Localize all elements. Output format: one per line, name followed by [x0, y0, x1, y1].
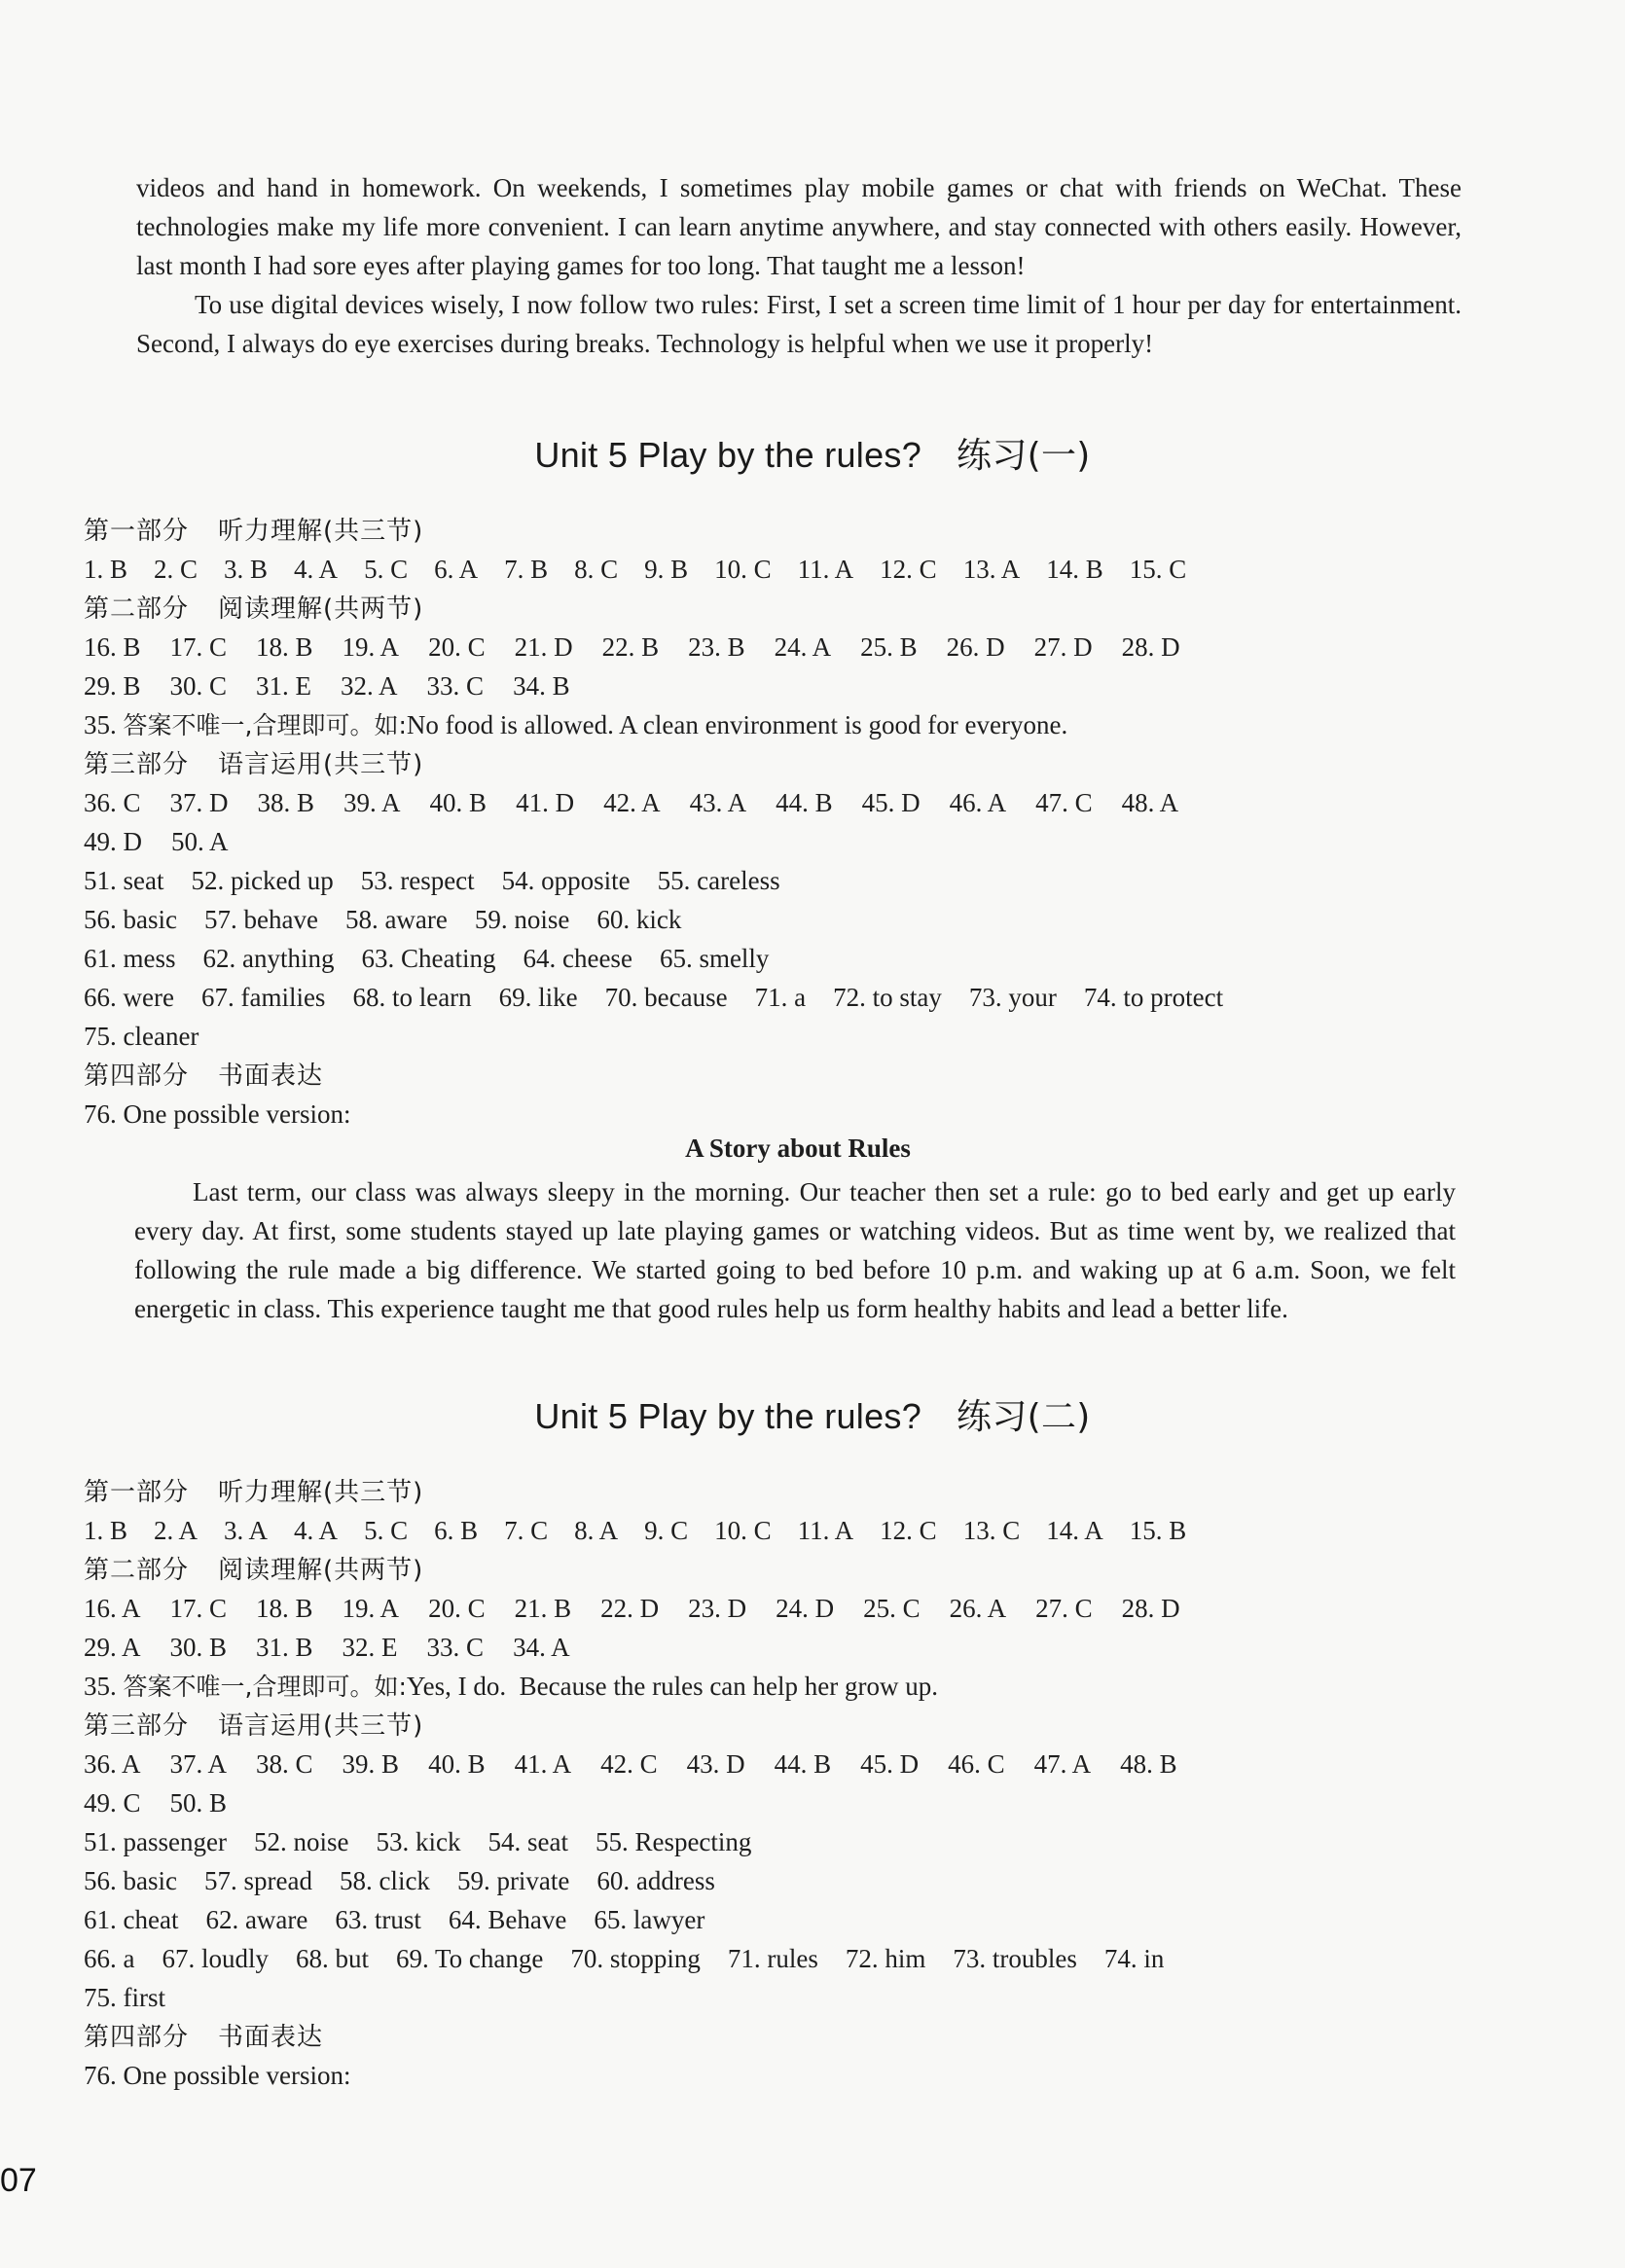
answer-item: 63. Cheating	[361, 944, 496, 973]
answer-item: 73. your	[968, 983, 1057, 1012]
answer-item: 65. smelly	[659, 944, 770, 973]
unit2-part3-label: 第三部分	[84, 1711, 190, 1741]
answer-item: 8. C	[574, 555, 619, 584]
unit1-q35	[84, 705, 1067, 745]
answer-item: 7. C	[504, 1516, 549, 1545]
answer-item: 61. mess	[84, 944, 176, 973]
answer-item: 14. B	[1046, 555, 1103, 584]
unit1-part4-name: 书面表达	[218, 1062, 324, 1091]
answer-item: 55. Respecting	[595, 1827, 752, 1856]
answer-item: 31. B	[256, 1633, 313, 1662]
answer-item: 41. D	[516, 788, 575, 817]
unit1-essay-title: A Story about Rules	[685, 1134, 911, 1163]
answer-item: 25. B	[860, 632, 918, 662]
answer-item: 75. cleaner	[84, 1022, 199, 1051]
unit2-title-cn: 练习(二)	[957, 1397, 1091, 1437]
answer-item: 63. trust	[335, 1905, 421, 1934]
answer-item: 2. A	[154, 1516, 199, 1545]
answer-item: 60. address	[596, 1866, 715, 1895]
unit1-title-cn: 练习(一)	[957, 436, 1091, 476]
answer-item: 40. B	[429, 788, 488, 817]
intro-paragraph-1: videos and hand in homework. On weekends, I sometimes play mobile games or chat with friends on WeChat. These technologies make my life more convenient. I can learn anytime anywhere, and stay connected with others easily. However, last month I had sore eyes after playing games for too long. That taught me a lesson!	[136, 173, 1462, 280]
answer-item: 66. were	[84, 983, 174, 1012]
answer-item: 40. B	[428, 1749, 486, 1779]
unit2-part1-label: 第一部分	[84, 1478, 190, 1507]
answer-item: 57. behave	[203, 905, 318, 934]
answer-item: 33. C	[426, 671, 485, 701]
answer-item: 24. A	[774, 632, 832, 662]
answer-item: 48. B	[1120, 1749, 1177, 1779]
answer-item: 20. C	[428, 632, 486, 662]
unit1-part2-heading	[84, 589, 423, 625]
answer-item: 19. A	[342, 632, 400, 662]
answer-item: 56. basic	[84, 1866, 177, 1895]
answer-item: 1. B	[84, 555, 128, 584]
answer-item: 29. A	[84, 1633, 141, 1662]
answer-item: 8. A	[574, 1516, 619, 1545]
answer-item: 39. B	[342, 1749, 400, 1779]
answer-item: 33. C	[426, 1633, 485, 1662]
unit2-title-en: Unit 5 Play by the rules?	[534, 1396, 922, 1436]
answer-item: 10. C	[714, 555, 772, 584]
answer-item: 66. a	[84, 1944, 135, 1973]
answer-item: 21. B	[514, 1594, 572, 1623]
answer-item: 57. spread	[203, 1866, 312, 1895]
answer-item: 32. E	[342, 1633, 398, 1662]
unit2-q35-note: 答案不唯一,合理即可。如:	[123, 1673, 407, 1701]
answer-item: 11. A	[797, 555, 854, 584]
answer-item: 60. kick	[596, 905, 682, 934]
unit2-q76: 76. One possible version:	[84, 2061, 351, 2090]
answer-item: 46. C	[948, 1749, 1005, 1779]
answer-item: 62. anything	[202, 944, 335, 973]
unit2-part2-heading	[84, 1550, 423, 1586]
answer-item: 12. C	[880, 1516, 937, 1545]
answer-item: 27. C	[1035, 1594, 1093, 1623]
answer-item: 59. noise	[474, 905, 570, 934]
answer-item: 67. families	[200, 983, 326, 1012]
answer-item: 29. B	[84, 671, 141, 701]
answer-item: 4. A	[294, 555, 339, 584]
unit1-part2-row1	[84, 628, 1210, 666]
unit1-part3-row3	[84, 861, 808, 900]
unit2-part2-name: 阅读理解(共两节)	[218, 1556, 424, 1585]
unit2-part3-row7	[84, 1978, 193, 2017]
answer-item: 70. because	[604, 983, 728, 1012]
answer-item: 71. a	[754, 983, 807, 1012]
answer-item: 36. C	[84, 788, 141, 817]
answer-item: 49. D	[84, 827, 142, 856]
unit1-q35-answer: No food is allowed. A clean environment is good for everyone.	[406, 710, 1068, 739]
answer-item: 50. A	[171, 827, 229, 856]
answer-item: 9. C	[644, 1516, 689, 1545]
unit1-title-en: Unit 5 Play by the rules?	[534, 435, 922, 475]
answer-item: 19. A	[342, 1594, 400, 1623]
answer-item: 72. to stay	[833, 983, 942, 1012]
answer-item: 30. B	[169, 1633, 228, 1662]
unit2-part3-row3	[84, 1822, 778, 1861]
answer-item: 43. A	[689, 788, 747, 817]
answer-item: 16. B	[84, 632, 141, 662]
answer-item: 17. C	[169, 1594, 228, 1623]
answer-item: 22. D	[600, 1594, 660, 1623]
unit1-part3-name: 语言运用(共三节)	[218, 750, 424, 779]
answer-item: 72. him	[845, 1944, 926, 1973]
answer-item: 62. aware	[205, 1905, 308, 1934]
answer-item: 30. C	[169, 671, 228, 701]
answer-item: 6. A	[434, 555, 479, 584]
unit2-q35-answer: Yes, I do. Because the rules can help her grow up.	[406, 1672, 938, 1701]
answer-item: 61. cheat	[84, 1905, 179, 1934]
answer-item: 18. B	[256, 632, 313, 662]
answer-item: 48. A	[1121, 788, 1179, 817]
unit1-part3-heading	[84, 744, 423, 780]
unit1-part2-name: 阅读理解(共两节)	[218, 594, 424, 624]
answer-item: 73. troubles	[953, 1944, 1077, 1973]
intro-paragraph-2-text: To use digital devices wisely, I now follow two rules: First, I set a screen time limit of 1 hour per day for entertainment. Second, I always do eye exercises during breaks. Technology is helpful when we use it properly!	[136, 290, 1462, 358]
unit2-part4-name: 书面表达	[218, 2023, 324, 2052]
unit1-part3-row6	[84, 978, 1250, 1017]
answer-item: 54. opposite	[501, 866, 631, 895]
answer-item: 43. D	[686, 1749, 745, 1779]
unit1-q76: 76. One possible version:	[84, 1099, 351, 1129]
answer-item: 15. C	[1129, 555, 1187, 584]
unit2-title	[0, 1389, 1625, 1439]
answer-item: 44. B	[776, 788, 833, 817]
answer-item: 68. to learn	[352, 983, 472, 1012]
unit1-part1-heading	[84, 511, 423, 547]
unit2-part4-heading	[84, 2017, 323, 2053]
answer-item: 10. C	[714, 1516, 772, 1545]
unit1-part3-label: 第三部分	[84, 750, 190, 779]
unit2-part2-row1	[84, 1589, 1210, 1628]
unit1-part1-answers	[84, 550, 1212, 589]
answer-item: 13. A	[962, 555, 1021, 584]
unit2-part3-name: 语言运用(共三节)	[218, 1711, 424, 1741]
answer-item: 53. kick	[376, 1827, 461, 1856]
answer-item: 5. C	[364, 1516, 409, 1545]
unit1-part3-row2	[84, 822, 258, 861]
answer-item: 67. loudly	[162, 1944, 269, 1973]
answer-item: 25. C	[863, 1594, 921, 1623]
unit1-part3-row1	[84, 783, 1208, 822]
answer-item: 23. B	[688, 632, 745, 662]
answer-item: 26. A	[949, 1594, 1007, 1623]
answer-item: 34. A	[513, 1633, 570, 1662]
unit2-part3-row4	[84, 1861, 742, 1900]
unit1-part1-label: 第一部分	[84, 517, 190, 546]
unit1-part2-row2	[84, 666, 599, 705]
answer-item: 38. B	[257, 788, 315, 817]
answer-item: 27. D	[1033, 632, 1093, 662]
answer-item: 54. seat	[488, 1827, 568, 1856]
unit2-part4-label: 第四部分	[84, 2023, 190, 2052]
answer-item: 21. D	[514, 632, 573, 662]
page-number: 07	[0, 2162, 37, 2199]
unit1-part4-label: 第四部分	[84, 1062, 190, 1091]
answer-item: 15. B	[1129, 1516, 1187, 1545]
answer-item: 51. seat	[84, 866, 164, 895]
answer-item: 51. passenger	[84, 1827, 227, 1856]
unit1-part2-label: 第二部分	[84, 594, 190, 624]
answer-item: 45. D	[861, 788, 921, 817]
answer-item: 32. A	[341, 671, 398, 701]
answer-item: 14. A	[1046, 1516, 1103, 1545]
unit1-title	[0, 428, 1625, 478]
answer-item: 65. lawyer	[594, 1905, 705, 1934]
unit2-part2-row2	[84, 1628, 599, 1667]
unit2-part1-name: 听力理解(共三节)	[218, 1478, 424, 1507]
answer-item: 20. C	[428, 1594, 486, 1623]
answer-item: 17. C	[169, 632, 228, 662]
answer-item: 13. C	[962, 1516, 1021, 1545]
answer-item: 46. A	[949, 788, 1007, 817]
answer-item: 50. B	[169, 1788, 228, 1818]
answer-item: 42. C	[600, 1749, 658, 1779]
answer-item: 4. A	[294, 1516, 339, 1545]
answer-item: 71. rules	[727, 1944, 818, 1973]
answer-item: 39. A	[343, 788, 401, 817]
answer-item: 68. but	[296, 1944, 370, 1973]
answer-item: 52. noise	[253, 1827, 349, 1856]
answer-item: 58. aware	[344, 905, 448, 934]
answer-item: 11. A	[797, 1516, 854, 1545]
unit2-part1-heading	[84, 1472, 423, 1508]
unit2-q35	[84, 1667, 938, 1707]
answer-item: 47. A	[1033, 1749, 1092, 1779]
answer-item: 69. To change	[396, 1944, 544, 1973]
answer-item: 26. D	[946, 632, 1005, 662]
answer-item: 64. cheese	[523, 944, 632, 973]
unit1-part1-name: 听力理解(共三节)	[218, 517, 424, 546]
answer-item: 44. B	[774, 1749, 832, 1779]
answer-item: 34. B	[513, 671, 570, 701]
unit1-q35-note: 答案不唯一,合理即可。如:	[123, 711, 407, 739]
answer-item: 5. C	[364, 555, 409, 584]
answer-item: 45. D	[860, 1749, 920, 1779]
answer-item: 49. C	[84, 1788, 141, 1818]
answer-item: 64. Behave	[448, 1905, 567, 1934]
answer-item: 41. A	[514, 1749, 572, 1779]
intro-paragraph-2	[136, 285, 1462, 363]
answer-item: 53. respect	[360, 866, 475, 895]
answer-item: 12. C	[880, 555, 937, 584]
answer-item: 23. D	[688, 1594, 747, 1623]
unit2-part2-label: 第二部分	[84, 1556, 190, 1585]
answer-item: 55. careless	[657, 866, 780, 895]
answer-item: 56. basic	[84, 905, 177, 934]
answer-item: 7. B	[504, 555, 549, 584]
unit1-part3-row4	[84, 900, 708, 939]
unit2-part3-row1	[84, 1745, 1207, 1783]
answer-item: 22. B	[601, 632, 660, 662]
unit2-part1-answers	[84, 1511, 1212, 1550]
answer-item: 3. A	[224, 1516, 269, 1545]
answer-item: 37. D	[169, 788, 229, 817]
unit1-q35-number: 35.	[84, 710, 124, 739]
unit2-part3-row6	[84, 1939, 1191, 1978]
answer-item: 28. D	[1121, 632, 1180, 662]
answer-item: 42. A	[603, 788, 661, 817]
answer-item: 24. D	[776, 1594, 835, 1623]
answer-item: 74. to protect	[1083, 983, 1224, 1012]
unit2-part3-row2	[84, 1783, 256, 1822]
answer-item: 47. C	[1035, 788, 1093, 817]
answer-item: 9. B	[644, 555, 689, 584]
unit1-essay	[134, 1172, 1456, 1328]
answer-item: 16. A	[84, 1594, 141, 1623]
unit1-part3-row5	[84, 939, 796, 978]
answer-item: 1. B	[84, 1516, 128, 1545]
answer-item: 18. B	[256, 1594, 313, 1623]
unit1-essay-text: Last term, our class was always sleepy in the morning. Our teacher then set a rule: go to bed early and get up early every day. At first, some students stayed up late playing games or watching videos. But as time went by, we realized that following the rule made a big difference. We started going to bed before 10 p.m. and waking up at 6 a.m. Soon, we felt energetic in class. This experience taught me that good rules help us form healthy habits and lead a better life.	[134, 1177, 1456, 1323]
answer-item: 52. picked up	[191, 866, 334, 895]
unit1-part3-row7	[84, 1017, 226, 1056]
unit2-q35-number: 35.	[84, 1672, 124, 1701]
answer-item: 75. first	[84, 1983, 165, 2012]
answer-item: 6. B	[434, 1516, 479, 1545]
answer-item: 38. C	[256, 1749, 313, 1779]
answer-item: 3. B	[224, 555, 269, 584]
answer-item: 31. E	[256, 671, 312, 701]
unit2-part3-heading	[84, 1706, 423, 1742]
answer-item: 2. C	[154, 555, 199, 584]
answer-item: 69. like	[498, 983, 578, 1012]
answer-item: 58. click	[339, 1866, 430, 1895]
answer-item: 70. stopping	[570, 1944, 701, 1973]
answer-item: 28. D	[1121, 1594, 1180, 1623]
answer-item: 37. A	[169, 1749, 228, 1779]
answer-item: 59. private	[456, 1866, 570, 1895]
unit2-part3-row5	[84, 1900, 732, 1939]
answer-item: 36. A	[84, 1749, 141, 1779]
answer-item: 74. in	[1103, 1944, 1165, 1973]
unit1-part4-heading	[84, 1056, 323, 1092]
